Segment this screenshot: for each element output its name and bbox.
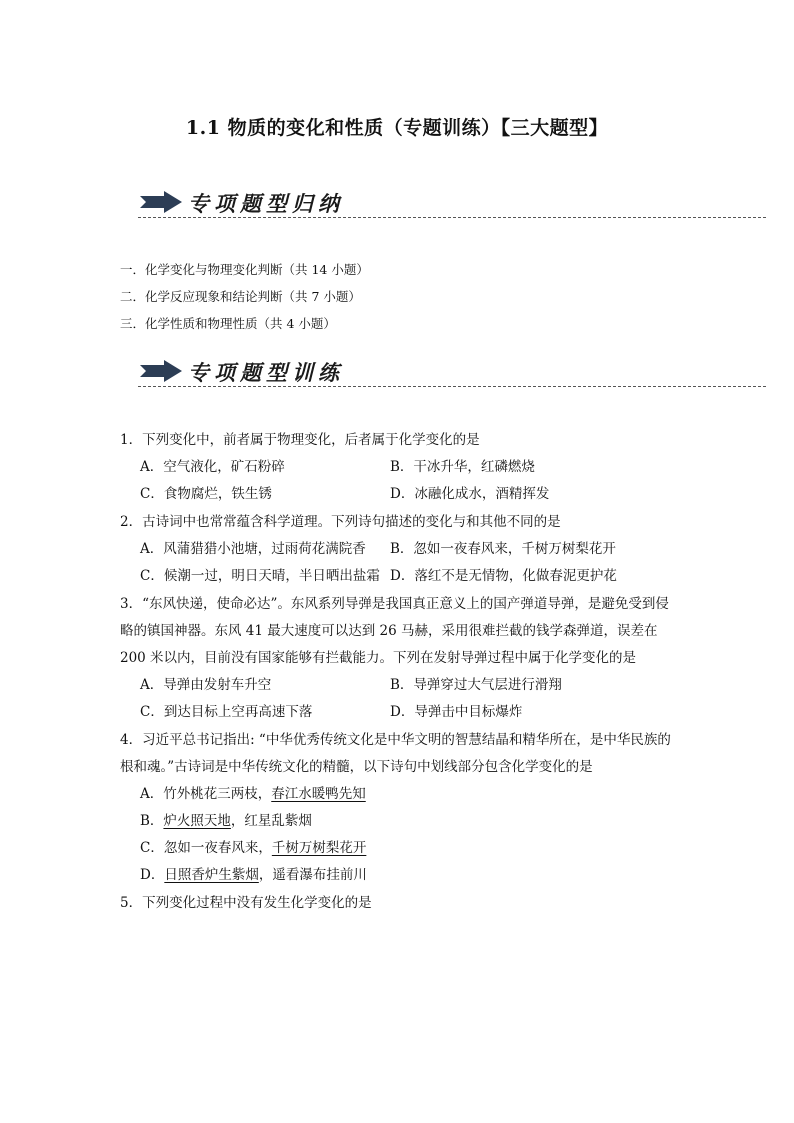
- options: [120, 672, 680, 726]
- option-a: A．空气液化，矿石粉碎: [140, 459, 285, 475]
- option-a: A．风蒲猎猎小池塘，过雨荷花满院香: [140, 541, 366, 557]
- option-b: B．导弹穿过大气层进行滑翔: [390, 677, 562, 693]
- arrow-icon: [138, 190, 184, 214]
- question-1: [120, 427, 680, 508]
- options: [120, 781, 680, 889]
- option-b: B．干冰升华，红磷燃烧: [390, 459, 535, 475]
- section-header-training: [138, 355, 766, 395]
- option-c: C．候潮一过，明日天晴，半日晒出盐霜: [140, 568, 380, 584]
- option-d: D．日照香炉生紫烟，遥看瀑布挂前川: [140, 867, 367, 883]
- question-2: [120, 509, 680, 590]
- toc-list: [120, 256, 369, 337]
- option-d: D．落红不是无情物，化做春泥更护花: [390, 568, 617, 584]
- option-d: D．冰融化成水，酒精挥发: [390, 486, 550, 502]
- option-c: C．忽如一夜春风来，千树万树梨花开: [140, 840, 367, 856]
- option-c: C．到达目标上空再高速下落: [140, 704, 313, 720]
- page-title: 1.1 物质的变化和性质（专题训练）【三大题型】: [185, 117, 609, 139]
- options: [120, 454, 680, 508]
- section-header-label: 专项题型训练: [188, 360, 344, 385]
- question-stem: 3．“东风快递，使命必达”。东风系列导弹是我国真正意义上的国产弹道导弹，是避免受到侵略的镇国神器。东风 41 最大速度可以达到 26 马赫，采用很难拦截的钱学森弹道，误差在 200 米以内，目前没有国家能够有拦截能力。下列在发射导弹过程中属于化学变化的是: [120, 596, 669, 666]
- question-stem: 5．下列变化过程中没有发生化学变化的是: [120, 895, 372, 911]
- section-header-summary: [138, 186, 766, 226]
- options: [120, 536, 680, 590]
- question-stem: 4．习近平总书记指出: “中华优秀传统文化是中华文明的智慧结晶和精华所在，是中华民族的根和魂。”古诗词是中华传统文化的精髓，以下诗句中划线部分包含化学变化的是: [120, 732, 671, 775]
- underlined-phrase: 千树万树梨花开: [271, 840, 367, 856]
- toc-item: 二．化学反应现象和结论判断（共 7 小题）: [120, 289, 361, 304]
- option-d: D．导弹击中目标爆炸: [390, 704, 523, 720]
- question-3: [120, 591, 680, 726]
- option-a: A．导弹由发射车升空: [140, 677, 272, 693]
- underlined-phrase: 日照香炉生紫烟: [164, 867, 259, 883]
- underlined-phrase: 炉火照天地: [163, 813, 231, 829]
- dashed-divider: [138, 217, 766, 218]
- question-stem: 2．古诗词中也常常蕴含科学道理。下列诗句描述的变化与和其他不同的是: [120, 514, 561, 530]
- toc-item: 一．化学变化与物理变化判断（共 14 小题）: [120, 262, 369, 277]
- underlined-phrase: 春江水暖鸭先知: [271, 786, 366, 802]
- section-header-label: 专项题型归纳: [188, 191, 344, 216]
- option-a: A．竹外桃花三两枝，春江水暖鸭先知: [140, 786, 366, 802]
- dashed-divider: [138, 386, 766, 387]
- option-c: C．食物腐烂，铁生锈: [140, 486, 272, 502]
- arrow-icon: [138, 359, 184, 383]
- question-stem: 1．下列变化中，前者属于物理变化，后者属于化学变化的是: [120, 432, 480, 448]
- question-5: [120, 890, 680, 917]
- option-b: B．炉火照天地，红星乱紫烟: [140, 813, 312, 829]
- option-b: B．忽如一夜春风来，千树万树梨花开: [390, 541, 616, 557]
- toc-item: 三．化学性质和物理性质（共 4 小题）: [120, 316, 336, 331]
- question-4: [120, 727, 680, 889]
